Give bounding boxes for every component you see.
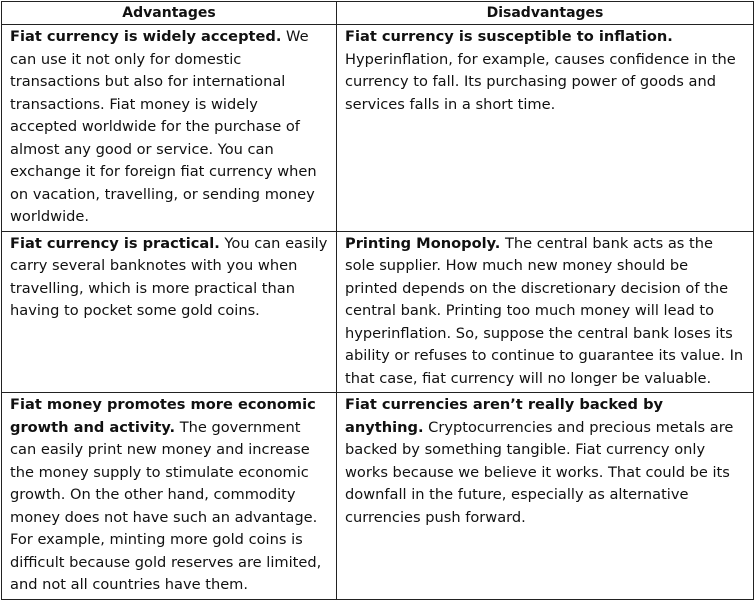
comparison-table: [1, 1, 754, 600]
cell-text: You can easily carry several banknotes with you when travelling, which is more practical than having to pocket some gold coins.: [10, 234, 328, 319]
header-row: [2, 2, 754, 25]
disadvantage-cell: [337, 393, 754, 600]
column-header-disadvantages: Disadvantages: [337, 2, 754, 25]
advantage-cell: [2, 231, 337, 393]
cell-text: We can use it not only for domestic transactions but also for international transactions. Fiat money is widely accepted worldwide for the purchase of almost any good or service. You can exchange it for foreign fiat currency when on vacation, travelling, or sending money worldwide.: [10, 28, 317, 225]
cell-title: Fiat currencies aren’t really backed by anything.: [345, 396, 664, 436]
cell-title: Fiat currency is practical.: [10, 234, 220, 252]
cell-text: The central bank acts as the sole supplier. How much new money should be printed depends on the discretionary decision of the central bank. Printing too much money will lead to hyperinflation. So, suppose the central bank loses its ability or refuses to continue to guarantee its value. In that case, fiat currency will no longer be valuable.: [345, 234, 744, 387]
table-row: [2, 393, 754, 600]
advantage-cell: [2, 25, 337, 232]
cell-text: Cryptocurrencies and precious metals are backed by something tangible. Fiat currency only works because we believe it works. That could be its downfall in the future, especially as alternative currencies push forward.: [345, 418, 734, 526]
column-header-advantages: Advantages: [2, 2, 337, 25]
disadvantage-cell: [337, 25, 754, 232]
cell-text: Hyperinflation, for example, causes confidence in the currency to fall. Its purchasing power of goods and services falls in a short time.: [345, 50, 736, 113]
cell-title: Fiat currency is susceptible to inflation.: [345, 28, 673, 45]
cell-title: Fiat money promotes more economic growth and activity.: [10, 396, 316, 436]
cell-title: Printing Monopoly.: [345, 234, 501, 252]
table-row: [2, 25, 754, 232]
disadvantage-cell: [337, 231, 754, 393]
cell-text: The government can easily print new money and increase the money supply to stimulate economic growth. On the other hand, commodity money does not have such an advantage. For example, minting more gold coins is difficult because gold reserves are limited, and not all countries have them.: [10, 418, 322, 593]
table-row: [2, 231, 754, 393]
cell-title: Fiat currency is widely accepted.: [10, 28, 282, 45]
advantage-cell: [2, 393, 337, 600]
